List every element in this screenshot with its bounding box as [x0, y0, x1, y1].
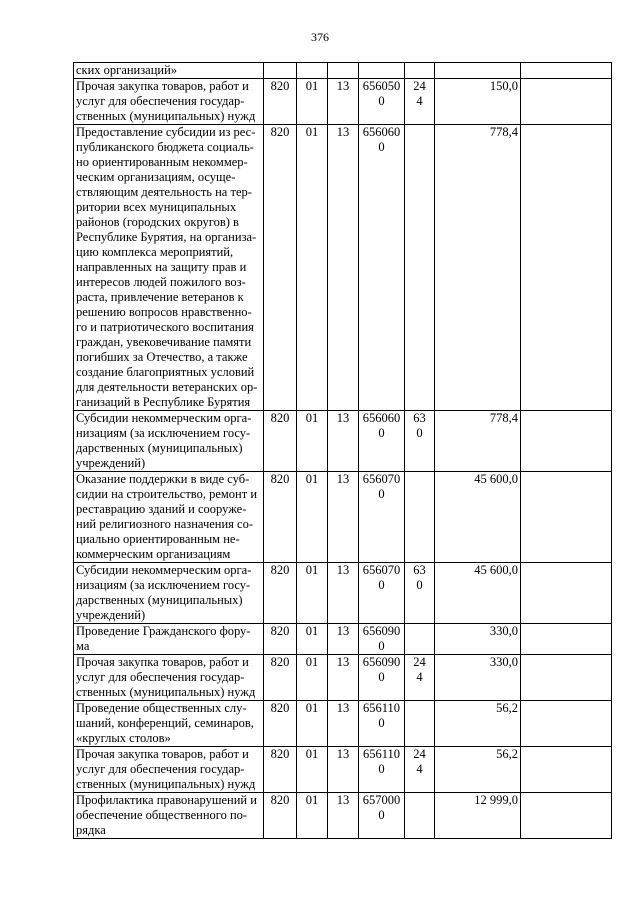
row-name-cell: Прочая закупка товаров, работ и услуг для обеспечения государ- ственных (муниципальных) нужд	[74, 79, 264, 125]
target-article-cell: 657000 0	[359, 793, 405, 839]
row-name-cell: Прочая закупка товаров, работ и услуг для обеспечения государ- ственных (муниципальных) нужд	[74, 747, 264, 793]
empty-cell	[521, 411, 612, 472]
amount-cell: 330,0	[435, 655, 521, 701]
section-cell: 01	[297, 701, 328, 747]
amount-cell: 778,4	[435, 411, 521, 472]
table-row	[74, 624, 612, 655]
target-article-cell: 656090 0	[359, 655, 405, 701]
expense-type-cell: 24 4	[405, 747, 435, 793]
table-row	[74, 63, 612, 79]
expense-type-cell	[405, 624, 435, 655]
target-article-cell: 656060 0	[359, 125, 405, 411]
amount-cell: 330,0	[435, 624, 521, 655]
empty-cell	[521, 79, 612, 125]
target-article-cell	[359, 63, 405, 79]
row-name-cell: Предоставление субсидии из рес- публиканского бюджета социаль- но ориентированным некоммер- ческим организациям, осуще- ствляющим деятельность на тер- ритории всех муниципальных районов (городских округов) в Республике Бурятия, на организа- цию комплекса мероприятий, направленных на защиту прав и интересов людей пожилого воз- раста, привлечение ветеранов к решению вопросов нравственно- го и патриотического воспитания граждан, увековечивание памяти погибших за Отечество, а также создание благоприятных условий для деятельности ветеранских ор- ганизаций в Республике Бурятия	[74, 125, 264, 411]
empty-cell	[521, 624, 612, 655]
subsection-cell: 13	[328, 411, 359, 472]
section-cell: 01	[297, 624, 328, 655]
section-cell: 01	[297, 125, 328, 411]
table-row	[74, 472, 612, 563]
row-name-cell: Оказание поддержки в виде суб- сидии на строительство, ремонт и реставрацию зданий и сооруже- ний религиозного назначения со- циально ориентированным не- коммерческим организациям	[74, 472, 264, 563]
grbs-cell: 820	[264, 472, 297, 563]
section-cell: 01	[297, 411, 328, 472]
grbs-cell: 820	[264, 701, 297, 747]
target-article-cell: 656090 0	[359, 624, 405, 655]
section-cell	[297, 63, 328, 79]
empty-cell	[521, 125, 612, 411]
subsection-cell: 13	[328, 701, 359, 747]
subsection-cell: 13	[328, 747, 359, 793]
subsection-cell	[328, 63, 359, 79]
subsection-cell: 13	[328, 472, 359, 563]
amount-cell: 12 999,0	[435, 793, 521, 839]
empty-cell	[521, 63, 612, 79]
table-row	[74, 655, 612, 701]
table-row	[74, 411, 612, 472]
amount-cell: 45 600,0	[435, 472, 521, 563]
amount-cell: 778,4	[435, 125, 521, 411]
expense-type-cell: 63 0	[405, 411, 435, 472]
target-article-cell: 656070 0	[359, 563, 405, 624]
row-name-cell: Профилактика правонарушений и обеспечение общественного по- рядка	[74, 793, 264, 839]
grbs-cell: 820	[264, 655, 297, 701]
amount-cell: 150,0	[435, 79, 521, 125]
expense-type-cell	[405, 125, 435, 411]
expense-type-cell	[405, 472, 435, 563]
section-cell: 01	[297, 79, 328, 125]
table-row	[74, 747, 612, 793]
target-article-cell: 656050 0	[359, 79, 405, 125]
row-name-cell: ских организаций»	[74, 63, 264, 79]
expense-type-cell	[405, 701, 435, 747]
expense-type-cell: 63 0	[405, 563, 435, 624]
section-cell: 01	[297, 563, 328, 624]
grbs-cell: 820	[264, 125, 297, 411]
target-article-cell: 656070 0	[359, 472, 405, 563]
budget-table	[73, 62, 612, 839]
grbs-cell: 820	[264, 563, 297, 624]
expense-type-cell: 24 4	[405, 655, 435, 701]
grbs-cell: 820	[264, 411, 297, 472]
empty-cell	[521, 701, 612, 747]
row-name-cell: Проведение общественных слу- шаний, конференций, семинаров, «круглых столов»	[74, 701, 264, 747]
row-name-cell: Прочая закупка товаров, работ и услуг для обеспечения государ- ственных (муниципальных) нужд	[74, 655, 264, 701]
row-name-cell: Проведение Гражданского фору- ма	[74, 624, 264, 655]
section-cell: 01	[297, 472, 328, 563]
row-name-cell: Субсидии некоммерческим орга- низациям (за исключением госу- дарственных (муниципальных) учреждений)	[74, 411, 264, 472]
table-row	[74, 79, 612, 125]
empty-cell	[521, 472, 612, 563]
empty-cell	[521, 793, 612, 839]
table-row	[74, 125, 612, 411]
subsection-cell: 13	[328, 793, 359, 839]
empty-cell	[521, 563, 612, 624]
empty-cell	[521, 747, 612, 793]
section-cell: 01	[297, 793, 328, 839]
target-article-cell: 656060 0	[359, 411, 405, 472]
subsection-cell: 13	[328, 624, 359, 655]
target-article-cell: 656110 0	[359, 701, 405, 747]
target-article-cell: 656110 0	[359, 747, 405, 793]
table-row	[74, 563, 612, 624]
subsection-cell: 13	[328, 655, 359, 701]
grbs-cell: 820	[264, 79, 297, 125]
grbs-cell: 820	[264, 747, 297, 793]
row-name-cell: Субсидии некоммерческим орга- низациям (за исключением госу- дарственных (муниципальных) учреждений)	[74, 563, 264, 624]
empty-cell	[521, 655, 612, 701]
table-row	[74, 701, 612, 747]
expense-type-cell: 24 4	[405, 79, 435, 125]
section-cell: 01	[297, 655, 328, 701]
subsection-cell: 13	[328, 563, 359, 624]
section-cell: 01	[297, 747, 328, 793]
subsection-cell: 13	[328, 79, 359, 125]
grbs-cell: 820	[264, 624, 297, 655]
expense-type-cell	[405, 793, 435, 839]
subsection-cell: 13	[328, 125, 359, 411]
page-number: 376	[311, 30, 329, 44]
amount-cell: 56,2	[435, 747, 521, 793]
amount-cell	[435, 63, 521, 79]
amount-cell: 45 600,0	[435, 563, 521, 624]
expense-type-cell	[405, 63, 435, 79]
table-row	[74, 793, 612, 839]
amount-cell: 56,2	[435, 701, 521, 747]
grbs-cell: 820	[264, 793, 297, 839]
grbs-cell	[264, 63, 297, 79]
